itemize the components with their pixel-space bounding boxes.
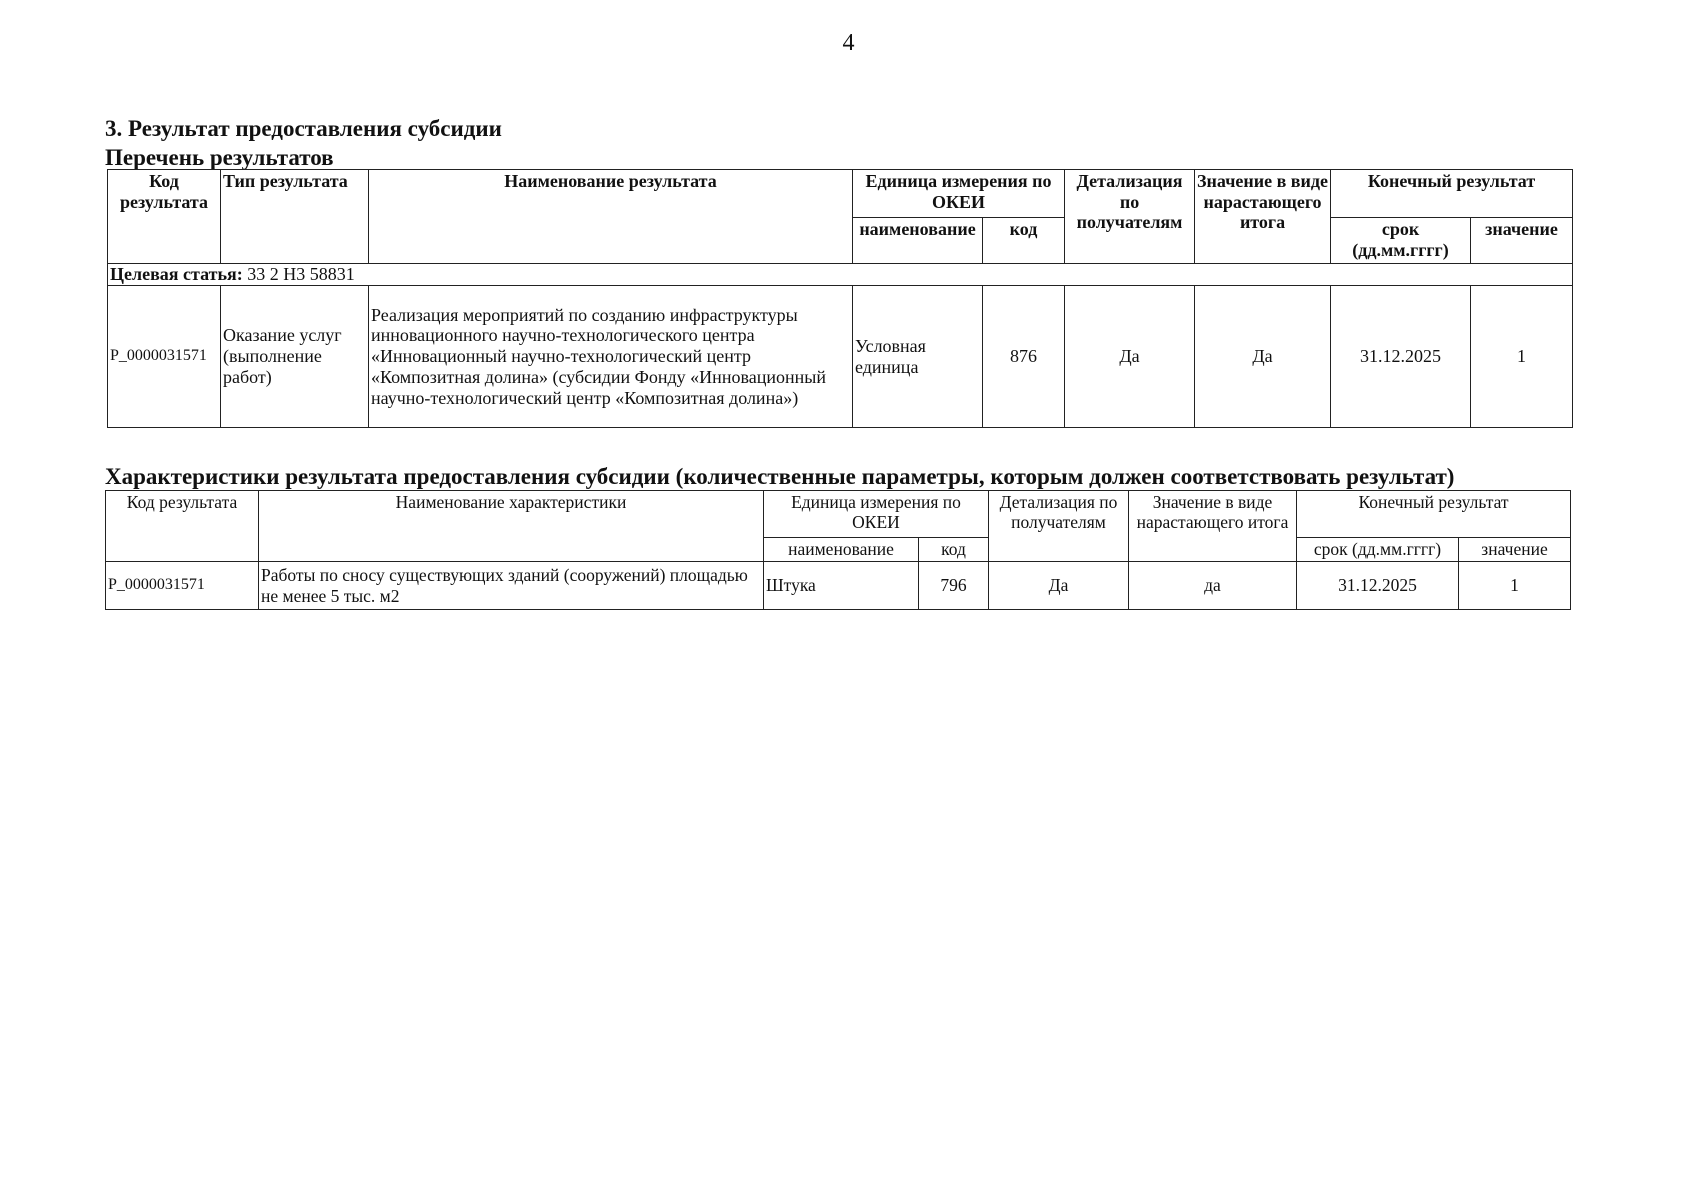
char-header-name: Наименование характеристики xyxy=(259,491,764,562)
characteristics-title: Характеристики результата предоставления субсидии (количественные параметры, которым должен соответствовать результат) xyxy=(105,464,1455,489)
char-header-value: значение xyxy=(1459,538,1571,562)
char-name: Работы по сносу существующих зданий (сооружений) площадью не менее 5 тыс. м2 xyxy=(259,562,764,610)
result-unit-name: Условная единица xyxy=(853,286,983,428)
header-unit-code: код xyxy=(983,218,1065,264)
char-header-deadline: срок (дд.мм.гггг) xyxy=(1297,538,1459,562)
header-cumulative: Значение в виде нарастающего итога xyxy=(1195,170,1331,264)
char-header-final-result: Конечный результат xyxy=(1297,491,1571,538)
section-title: 3. Результат предоставления субсидии xyxy=(105,116,502,141)
header-result-name: Наименование результата xyxy=(369,170,853,264)
target-article xyxy=(108,264,1573,286)
char-header-unit-code: код xyxy=(919,538,989,562)
results-table xyxy=(107,169,1573,428)
header-deadline: срок (дд.мм.гггг) xyxy=(1331,218,1471,264)
char-header-cumulative: Значение в виде нарастающего итога xyxy=(1129,491,1297,562)
header-detail: Детализация по получателям xyxy=(1065,170,1195,264)
char-cumulative: да xyxy=(1129,562,1297,610)
table-row xyxy=(106,562,1571,610)
char-code: P_0000031571 xyxy=(106,562,259,610)
table-row xyxy=(108,286,1573,428)
header-result-type: Тип результата xyxy=(221,170,369,264)
char-header-unit: Единица измерения по ОКЕИ xyxy=(764,491,989,538)
char-detail: Да xyxy=(989,562,1129,610)
header-value: значение xyxy=(1471,218,1573,264)
result-value: 1 xyxy=(1471,286,1573,428)
result-detail: Да xyxy=(1065,286,1195,428)
char-header-code: Код результата xyxy=(106,491,259,562)
header-unit-name: наименование xyxy=(853,218,983,264)
header-unit: Единица измерения по ОКЕИ xyxy=(853,170,1065,218)
result-unit-code: 876 xyxy=(983,286,1065,428)
result-type: Оказание услуг (выполнение работ) xyxy=(221,286,369,428)
results-list-title: Перечень результатов xyxy=(105,145,334,170)
char-header-detail: Детализация по получателям xyxy=(989,491,1129,562)
char-deadline: 31.12.2025 xyxy=(1297,562,1459,610)
char-unit-code: 796 xyxy=(919,562,989,610)
header-result-code: Код результата xyxy=(108,170,221,264)
characteristics-table xyxy=(105,490,1571,610)
result-name: Реализация мероприятий по созданию инфраструктуры инновационного научно-технологического центра «Инновационный научно-технологический центр «Композитная долина» (субсидии Фонду «Инновационный научно-технологический центр «Композитная долина») xyxy=(369,286,853,428)
header-final-result: Конечный результат xyxy=(1331,170,1573,218)
result-code: P_0000031571 xyxy=(108,286,221,428)
result-cumulative: Да xyxy=(1195,286,1331,428)
char-value: 1 xyxy=(1459,562,1571,610)
char-header-unit-name: наименование xyxy=(764,538,919,562)
char-unit-name: Штука xyxy=(764,562,919,610)
page-number: 4 xyxy=(842,30,855,56)
target-article-label: Целевая статья: xyxy=(110,264,243,284)
target-article-value: 33 2 Н3 58831 xyxy=(247,264,355,284)
result-deadline: 31.12.2025 xyxy=(1331,286,1471,428)
